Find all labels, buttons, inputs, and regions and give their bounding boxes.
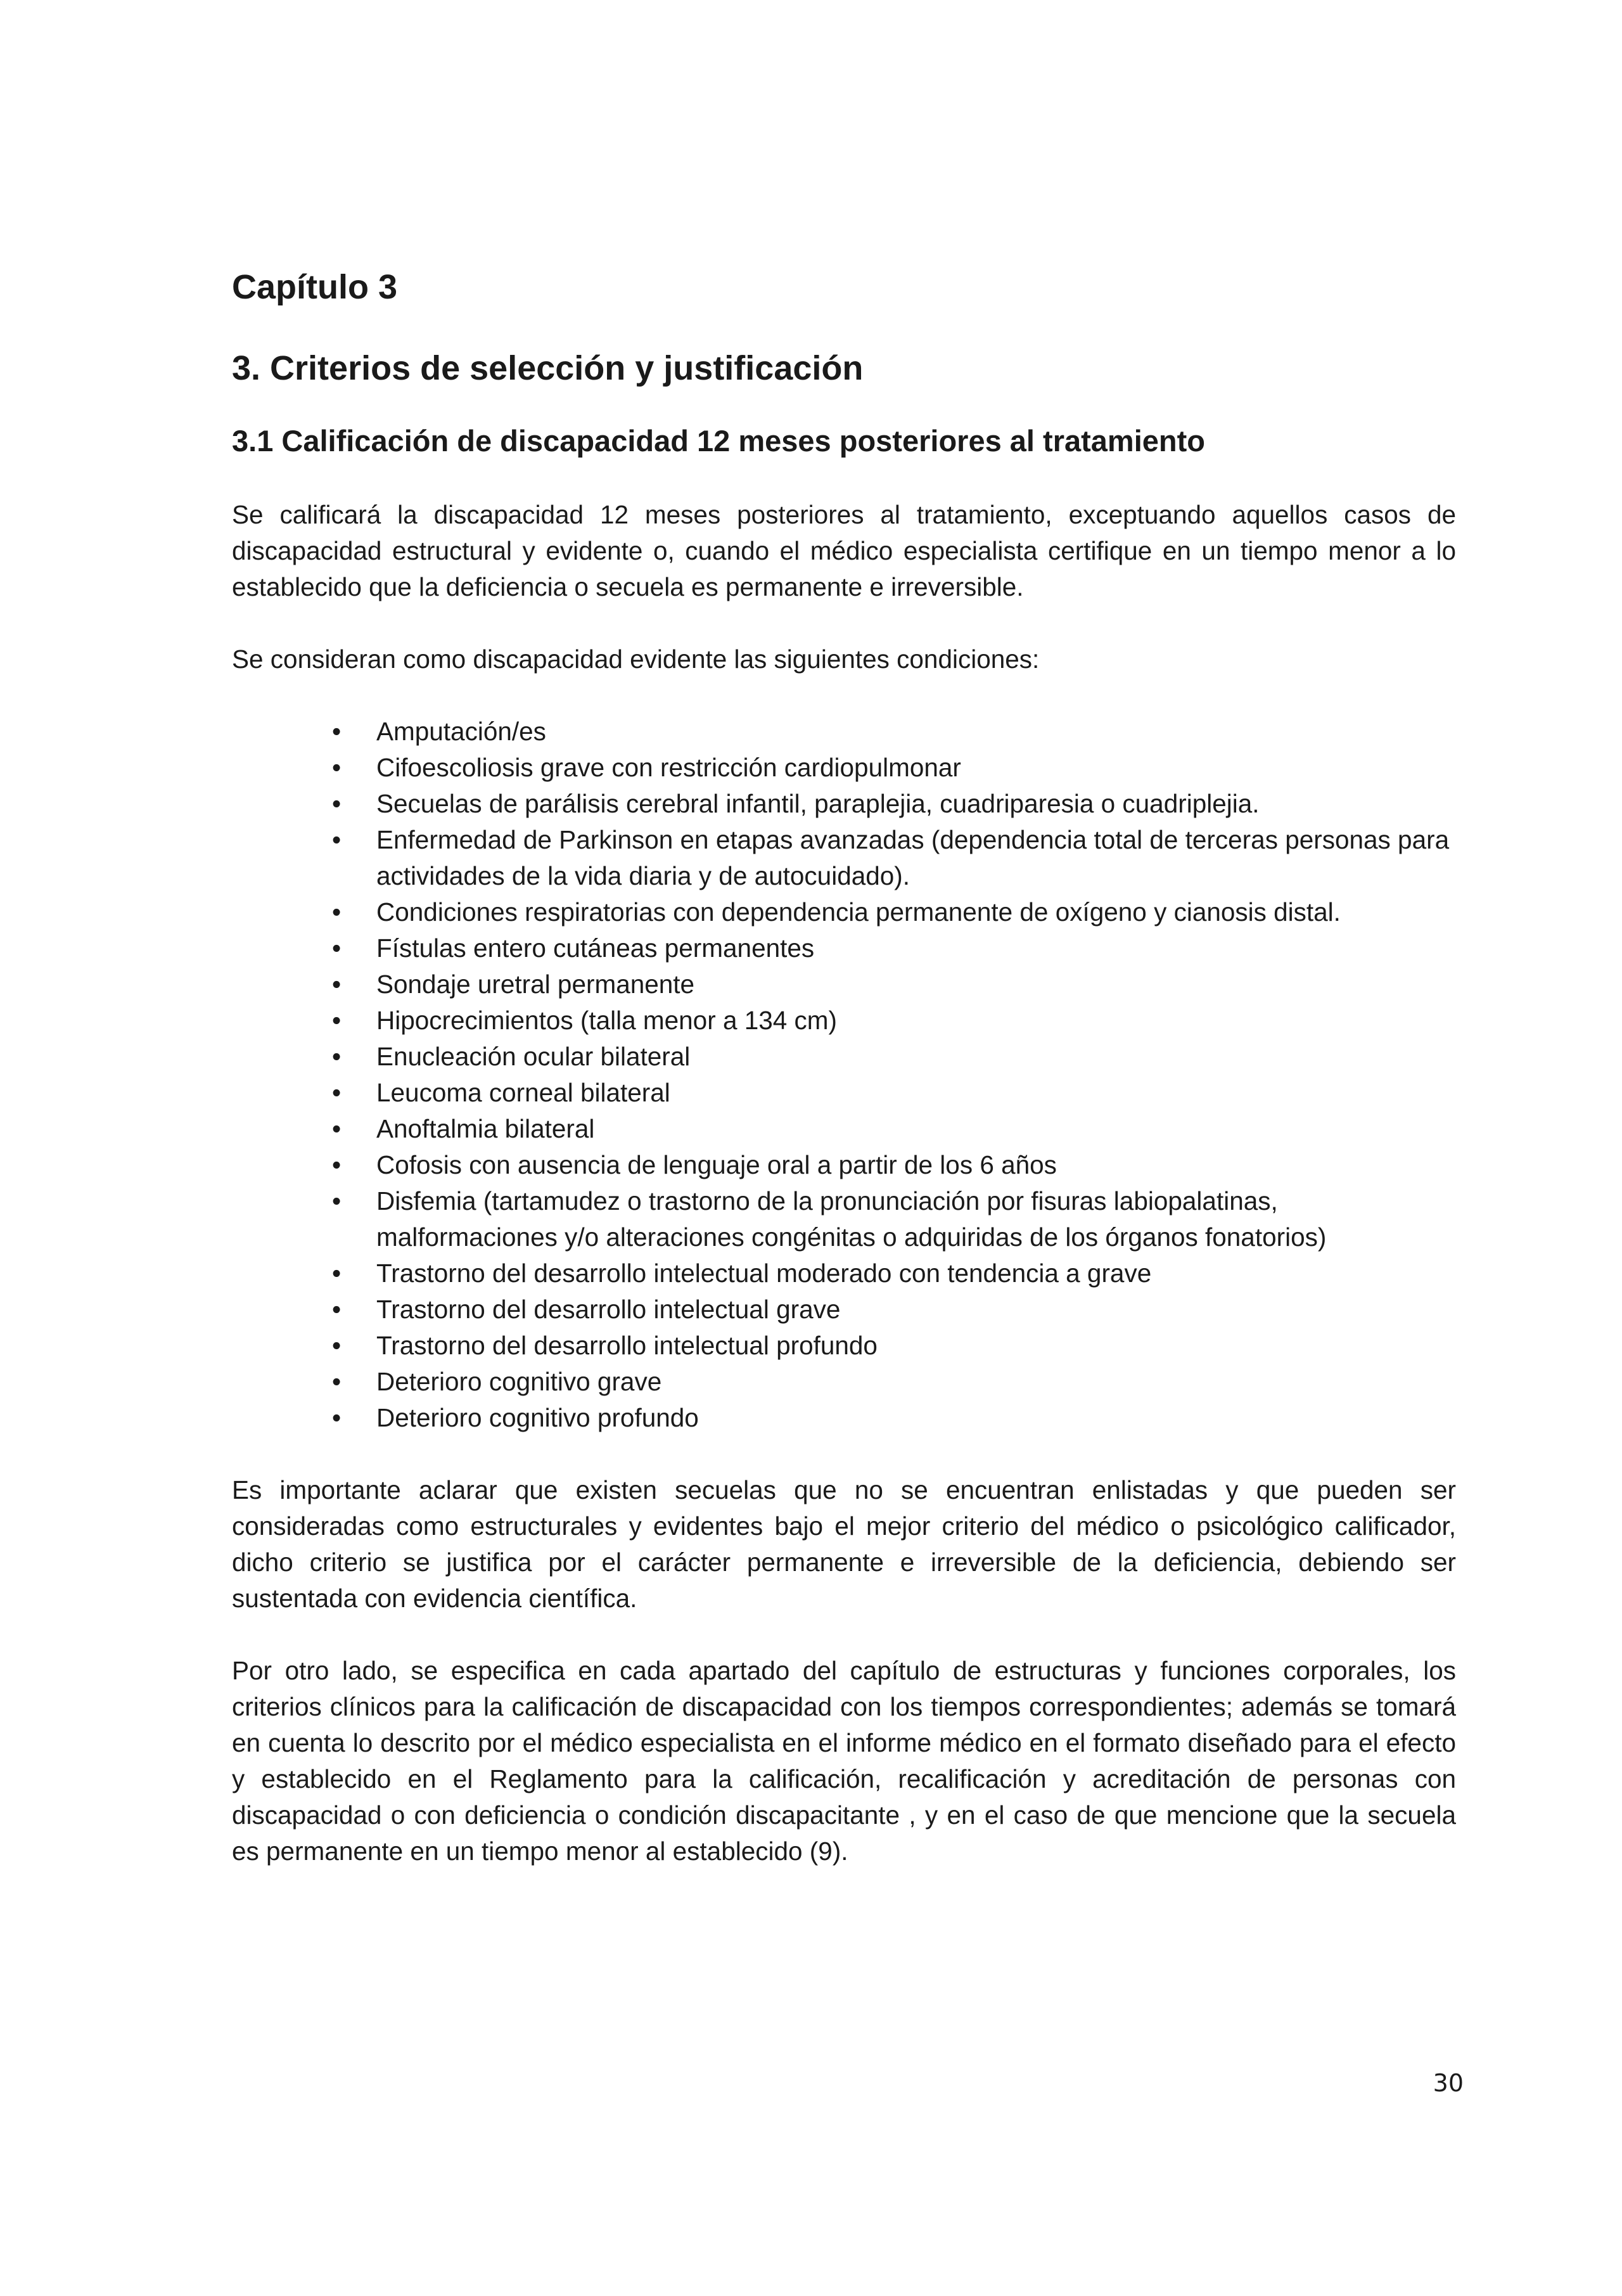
condition-text: Hipocrecimientos (talla menor a 134 cm) xyxy=(376,1005,838,1035)
condition-text: Disfemia (tartamudez o trastorno de la pronunciación por fisuras labiopalatinas, malformaciones y/o alteraciones congénitas o adquiridas de los órganos fonatorios) xyxy=(376,1186,1327,1252)
bullet-icon: • xyxy=(332,1150,342,1179)
condition-text: Leucoma corneal bilateral xyxy=(376,1077,670,1107)
condition-list-item xyxy=(332,1183,1456,1255)
condition-text: Enfermedad de Parkinson en etapas avanzadas (dependencia total de terceras personas para actividades de la vida diaria y de autocuidado). xyxy=(376,824,1450,890)
condition-list-item xyxy=(332,1039,1456,1075)
condition-text: Enucleación ocular bilateral xyxy=(376,1041,691,1071)
bullet-icon: • xyxy=(332,1330,342,1360)
page-number: 30 xyxy=(1433,2069,1464,2097)
bullet-icon: • xyxy=(332,1113,342,1143)
bullet-icon: • xyxy=(332,824,342,854)
bullet-icon: • xyxy=(332,1366,342,1396)
subsection-title: 3.1 Calificación de discapacidad 12 meses posteriores al tratamiento xyxy=(232,424,1205,458)
condition-text: Trastorno del desarrollo intelectual profundo xyxy=(376,1330,878,1360)
bullet-icon: • xyxy=(332,1005,342,1035)
condition-text: Deterioro cognitivo grave xyxy=(376,1366,662,1396)
bullet-icon: • xyxy=(332,752,342,782)
condition-list-item xyxy=(332,1400,1456,1436)
bullet-icon: • xyxy=(332,933,342,963)
section-title: 3. Criterios de selección y justificación xyxy=(232,349,864,387)
list-lead-paragraph: Se consideran como discapacidad evidente las siguientes condiciones: xyxy=(232,644,1040,674)
intro-paragraph: Se calificará la discapacidad 12 meses posteriores al tratamiento, exceptuando aquellos casos de discapacidad estructural y evidente o, cuando el médico especialista certifique en un tiempo menor a lo establecido que la deficiencia o secuela es permanente e irreversible. xyxy=(232,499,1456,601)
condition-list-item xyxy=(332,1255,1456,1292)
condition-list-item xyxy=(332,1364,1456,1400)
condition-list-item xyxy=(332,1003,1456,1039)
condition-list-item xyxy=(332,786,1456,822)
bullet-icon: • xyxy=(332,1402,342,1432)
bullet-icon: • xyxy=(332,1258,342,1288)
condition-list-item xyxy=(332,894,1456,930)
condition-list-item xyxy=(332,750,1456,786)
bullet-icon: • xyxy=(332,788,342,818)
condition-list-item xyxy=(332,714,1456,750)
condition-text: Secuelas de parálisis cerebral infantil, paraplejia, cuadriparesia o cuadriplejia. xyxy=(376,788,1260,818)
bullet-icon: • xyxy=(332,1077,342,1107)
conditions-list xyxy=(232,714,1456,1436)
condition-list-item xyxy=(332,930,1456,966)
bullet-icon: • xyxy=(332,969,342,999)
condition-text: Trastorno del desarrollo intelectual grave xyxy=(376,1294,841,1324)
bullet-icon: • xyxy=(332,1186,342,1215)
condition-text: Condiciones respiratorias con dependencia permanente de oxígeno y cianosis distal. xyxy=(376,897,1341,927)
condition-list-item xyxy=(332,822,1456,894)
condition-list-item xyxy=(332,1075,1456,1111)
bullet-icon: • xyxy=(332,897,342,927)
condition-text: Deterioro cognitivo profundo xyxy=(376,1402,699,1432)
bullet-icon: • xyxy=(332,716,342,746)
clarification-paragraph: Es importante aclarar que existen secuelas que no se encuentran enlistadas y que pueden ser consideradas como estructurales y evidentes bajo el mejor criterio del médico o psicológico calificador, dicho criterio se justifica por el carácter permanente e irreversible de la deficiencia, debiendo ser sustentada con evidencia científica. xyxy=(232,1475,1456,1613)
bullet-icon: • xyxy=(332,1294,342,1324)
condition-list-item xyxy=(332,1328,1456,1364)
condition-list-item xyxy=(332,966,1456,1003)
condition-list-item xyxy=(332,1292,1456,1328)
closing-paragraph: Por otro lado, se especifica en cada apartado del capítulo de estructuras y funciones corporales, los criterios clínicos para la calificación de discapacidad con los tiempos correspondientes; además se tomará en cuenta lo descrito por el médico especialista en el informe médico en el formato diseñado para el efecto y establecido en el Reglamento para la calificación, recalificación y acreditación de personas con discapacidad o con deficiencia o condición discapacitante , y en el caso de que mencione que la secuela es permanente en un tiempo menor al establecido (9). xyxy=(232,1655,1456,1866)
condition-text: Amputación/es xyxy=(376,716,546,746)
condition-list-item xyxy=(332,1147,1456,1183)
condition-text: Cifoescoliosis grave con restricción cardiopulmonar xyxy=(376,752,961,782)
chapter-label: Capítulo 3 xyxy=(232,268,398,306)
condition-text: Trastorno del desarrollo intelectual moderado con tendencia a grave xyxy=(376,1258,1152,1288)
condition-text: Fístulas entero cutáneas permanentes xyxy=(376,933,815,963)
condition-text: Cofosis con ausencia de lenguaje oral a partir de los 6 años xyxy=(376,1150,1057,1179)
condition-list-item xyxy=(332,1111,1456,1147)
bullet-icon: • xyxy=(332,1041,342,1071)
page-content xyxy=(232,266,1456,1906)
condition-text: Sondaje uretral permanente xyxy=(376,969,695,999)
condition-text: Anoftalmia bilateral xyxy=(376,1113,595,1143)
